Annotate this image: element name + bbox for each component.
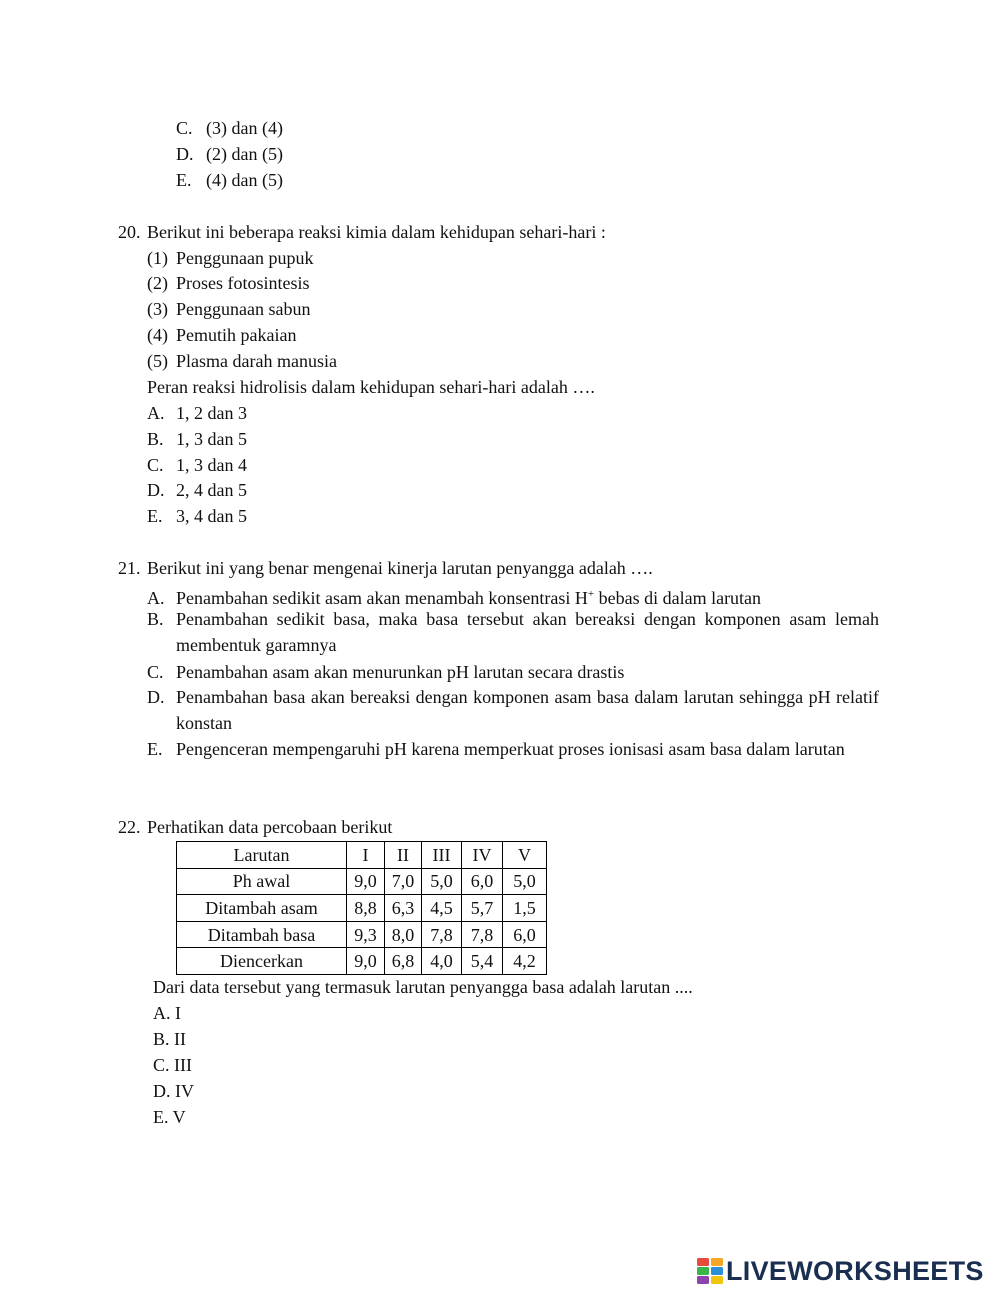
q19-option-d: [176, 143, 283, 165]
question-number: 22.: [118, 817, 141, 837]
item-label: (4): [147, 325, 168, 345]
q20-option-d[interactable]: [147, 479, 247, 501]
q20-item-2: [147, 272, 310, 294]
logo-block: [711, 1258, 723, 1266]
table-cell: 8,0: [385, 921, 422, 948]
q20-item-4: [147, 324, 296, 346]
table-cell: 5,7: [462, 895, 503, 922]
option-text: Penambahan sedikit basa, maka basa tersebut akan bereaksi dengan komponen asam lemah membentuk garamnya: [176, 609, 879, 655]
option-label: E.: [147, 739, 163, 759]
q21-stem: [118, 557, 653, 579]
table-header-row: [177, 842, 547, 869]
logo-block: [711, 1267, 723, 1275]
table-cell: 4,0: [422, 948, 462, 975]
option-text: (3) dan (4): [206, 118, 283, 138]
superscript-plus: +: [587, 588, 595, 600]
table-cell: 7,8: [462, 921, 503, 948]
option-label: B.: [147, 429, 164, 449]
q22-option-c[interactable]: C. III: [153, 1055, 192, 1075]
table-cell: 9,0: [347, 948, 385, 975]
table-row: [177, 895, 547, 922]
table-cell: 4,5: [422, 895, 462, 922]
table-row: [177, 948, 547, 975]
table-cell: Ph awal: [177, 868, 347, 895]
table-row: [177, 868, 547, 895]
question-number: 20.: [118, 222, 141, 242]
q20-question: Peran reaksi hidrolisis dalam kehidupan sehari-hari adalah ….: [147, 377, 595, 397]
item-label: (3): [147, 299, 168, 319]
q20-item-3: [147, 298, 310, 320]
item-text: Plasma darah manusia: [176, 351, 337, 371]
table-cell: 6,0: [462, 868, 503, 895]
q22-question: Dari data tersebut yang termasuk larutan penyangga basa adalah larutan ....: [153, 977, 693, 997]
option-label: B.: [147, 609, 164, 629]
option-text: Penambahan asam akan menurunkan pH larutan secara drastis: [176, 662, 625, 682]
item-text: Penggunaan sabun: [176, 299, 311, 319]
q19-option-c: [176, 117, 283, 139]
item-text: Penggunaan pupuk: [176, 248, 314, 268]
logo-block: [697, 1258, 709, 1266]
table-cell: 5,0: [503, 868, 547, 895]
q20-option-e[interactable]: [147, 505, 247, 527]
table-cell: 5,4: [462, 948, 503, 975]
option-text: (2) dan (5): [206, 144, 283, 164]
table-cell: 5,0: [422, 868, 462, 895]
item-text: Proses fotosintesis: [176, 273, 310, 293]
table-header: IV: [462, 842, 503, 869]
table-cell: 8,8: [347, 895, 385, 922]
q20-option-b[interactable]: [147, 428, 247, 450]
q22-stem: [118, 816, 392, 838]
q21-option-d[interactable]: [147, 684, 879, 736]
option-text: 1, 3 dan 5: [176, 429, 247, 449]
table-header: III: [422, 842, 462, 869]
q21-option-e[interactable]: [147, 736, 879, 762]
table-cell: 7,8: [422, 921, 462, 948]
option-text: Penambahan sedikit asam akan menambah konsentrasi H: [176, 588, 588, 608]
table-row: [177, 921, 547, 948]
option-text-after: bebas di dalam larutan: [594, 588, 762, 608]
table-header: I: [347, 842, 385, 869]
logo-block: [697, 1267, 709, 1275]
q22-option-e[interactable]: E. V: [153, 1107, 186, 1127]
q21-option-b[interactable]: [147, 606, 879, 658]
table-header: II: [385, 842, 422, 869]
q22-option-a[interactable]: A. I: [153, 1003, 181, 1023]
q20-stem: [118, 221, 606, 243]
table-cell: Diencerkan: [177, 948, 347, 975]
table-cell: 6,8: [385, 948, 422, 975]
option-text: Penambahan basa akan bereaksi dengan komponen asam basa dalam larutan sehingga pH relatif konstan: [176, 687, 879, 733]
option-label: E.: [147, 506, 163, 526]
question-text: Perhatikan data percobaan berikut: [147, 817, 393, 837]
option-text: Pengenceran mempengaruhi pH karena memperkuat proses ionisasi asam basa dalam larutan: [176, 739, 845, 759]
table-cell: 9,3: [347, 921, 385, 948]
experiment-table: [176, 841, 547, 975]
q20-option-a[interactable]: [147, 402, 247, 424]
table-cell: 7,0: [385, 868, 422, 895]
question-text: Berikut ini beberapa reaksi kimia dalam kehidupan sehari-hari :: [147, 222, 606, 242]
option-text: 1, 3 dan 4: [176, 455, 247, 475]
option-text: 1, 2 dan 3: [176, 403, 247, 423]
option-text: 2, 4 dan 5: [176, 480, 247, 500]
option-label: D.: [147, 480, 165, 500]
item-label: (5): [147, 351, 168, 371]
q19-option-e: [176, 169, 283, 191]
q20-item-1: [147, 247, 313, 269]
q20-option-c[interactable]: [147, 454, 247, 476]
liveworksheets-brand: [697, 1256, 984, 1286]
option-text: (4) dan (5): [206, 170, 283, 190]
q21-option-c[interactable]: [147, 661, 624, 683]
brand-name: LIVEWORKSHEETS: [726, 1255, 984, 1286]
item-label: (1): [147, 248, 168, 268]
q22-option-b[interactable]: B. II: [153, 1029, 186, 1049]
table-header: V: [503, 842, 547, 869]
liveworksheets-logo-icon: [697, 1258, 723, 1284]
question-number: 21.: [118, 558, 141, 578]
table-cell: 9,0: [347, 868, 385, 895]
table-cell: Ditambah asam: [177, 895, 347, 922]
table-cell: Ditambah basa: [177, 921, 347, 948]
option-label: E.: [176, 170, 192, 190]
option-text: 3, 4 dan 5: [176, 506, 247, 526]
logo-block: [711, 1276, 723, 1284]
q20-item-5: [147, 350, 337, 372]
table-cell: 6,0: [503, 921, 547, 948]
item-text: Pemutih pakaian: [176, 325, 297, 345]
table-header: Larutan: [177, 842, 347, 869]
option-label: C.: [147, 662, 164, 682]
option-label: C.: [176, 118, 193, 138]
option-label: C.: [147, 455, 164, 475]
table-cell: 6,3: [385, 895, 422, 922]
option-label: D.: [147, 687, 165, 707]
table-cell: 4,2: [503, 948, 547, 975]
logo-block: [697, 1276, 709, 1284]
option-label: A.: [147, 588, 165, 608]
table-cell: 1,5: [503, 895, 547, 922]
item-label: (2): [147, 273, 168, 293]
q22-option-d[interactable]: D. IV: [153, 1081, 194, 1101]
question-text: Berikut ini yang benar mengenai kinerja larutan penyangga adalah ….: [147, 558, 653, 578]
option-label: A.: [147, 403, 165, 423]
option-label: D.: [176, 144, 194, 164]
